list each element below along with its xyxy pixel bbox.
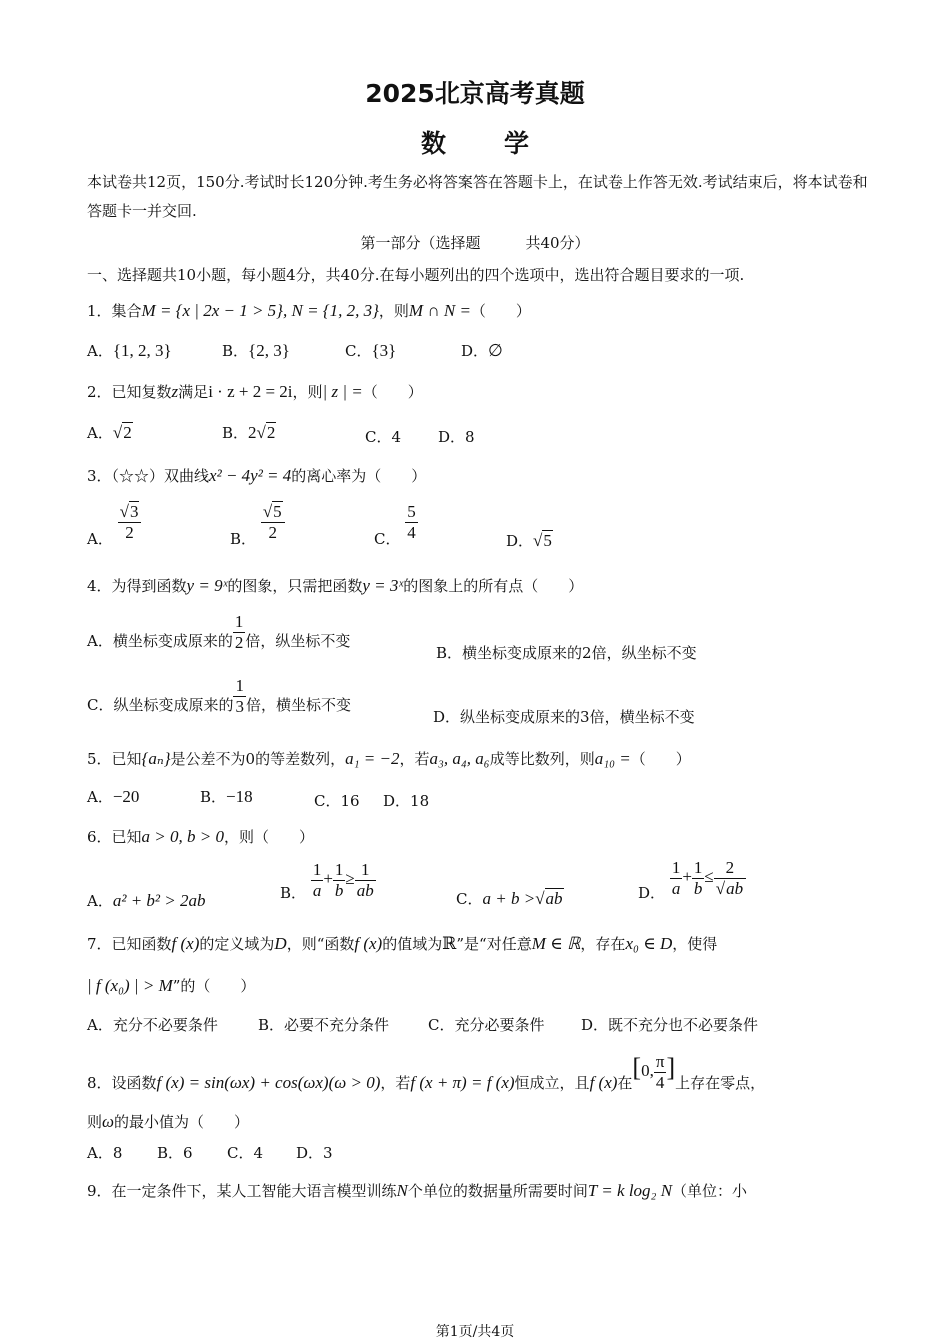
q2-option-a: A．√2 [87,423,132,442]
q1-expr: M ∩ N = [408,301,471,320]
q1-option-a: A．{1, 2, 3} [87,341,172,360]
q1-then: ，则 [378,302,409,320]
question-1 [87,300,531,321]
q7-option-a: A．充分不必要条件 [87,1016,218,1034]
q1-option-d: D．∅ [461,341,503,360]
q2-option-c: C．4 [365,428,402,446]
q1-paren: （ ） [470,302,531,320]
q1-label: 1．集合 [87,302,142,320]
q4-option-a: A．横坐标变成原来的 $\frac{1}{2}$ 倍，纵坐标不变 [87,612,351,652]
q7-option-d: D．既不充分也不必要条件 [581,1016,759,1034]
q6-option-c: C．a + b >√ab [456,889,563,908]
q5-option-a: A．−20 [87,787,140,806]
q4-option-c: C．纵坐标变成原来的 $\frac{1}{3}$ 倍，横坐标不变 [87,676,351,716]
q5-option-c: C．16 [314,792,360,810]
q3-option-a: A． $\frac{√3}{2}$ [87,502,141,549]
part-title: 第一部分（选择题 共40分） [360,234,590,252]
exam-title: 2025北京高考真题 [365,79,585,108]
q1-set-m: M = {x | 2x − 1 > 5}, N = {1, 2, 3} [141,301,379,320]
question-9: 9．在一定条件下，某人工智能大语言模型训练N个单位的数据量所需要时间T = k log₂ N（单位：小 [87,1181,748,1200]
q8-option-b: B．6 [157,1144,193,1162]
q5-option-d: D．18 [383,792,430,810]
subject-title: 数学 [420,129,587,158]
q3-option-c: C． $\frac{5}{4}$ [374,502,416,549]
q6-option-a: A．a² + b² > 2ab [87,891,206,910]
section-instruction: 一、选择题共10小题，每小题4分，共40分.在每小题列出的四个选项中，选出符合题目要求的一项. [87,266,745,284]
q5-option-b: B．−18 [200,787,253,806]
q1-option-c: C．{3} [345,341,397,360]
q4-option-d: D．纵坐标变成原来的3倍，横坐标不变 [433,708,695,726]
exam-intro: 本试卷共12页，150分.考试时长120分钟.考生务必将答案答在答题卡上，在试卷上作答无效.考试结束后，将本试卷和答题卡一并交回. [87,173,868,220]
q2-option-d: D．8 [438,428,475,446]
q6-option-d: D． $\frac{1}{a}$ + $\frac{1}{b}$ ≤ $\frac{2}{√ab}$ [638,858,746,903]
question-6: 6．已知a > 0, b > 0，则（ ） [87,827,315,846]
q8-option-c: C．4 [227,1144,264,1162]
q3-option-b: B． $\frac{√5}{2}$ [230,502,285,549]
q2-option-b: B．2√2 [222,423,276,442]
q8-option-a: A．8 [87,1144,123,1162]
q1-option-b: B．{2, 3} [222,341,290,360]
q6-option-b: B． $\frac{1}{a}$ + $\frac{1}{b}$ ≥ $\frac{1}{ab}$ [280,860,374,903]
q7-option-c: C．充分必要条件 [428,1016,545,1034]
q3-option-d: D．√5 [506,531,552,550]
q7-option-b: B．必要不充分条件 [258,1016,390,1034]
q4-option-b: B．横坐标变成原来的2倍，纵坐标不变 [436,644,697,662]
q7-line-2: | f (x₀) | > M”的（ ） [87,976,256,995]
question-2: 2．已知复数z满足i · z + 2 = 2i，则| z | =（ ） [87,382,423,401]
page-footer: 第1页/共4页 [435,1324,515,1340]
q8-option-d: D．3 [296,1144,333,1162]
question-8: 8．设函数f (x) = sin(ωx) + cos(ωx)(ω > 0)，若f (x + π) = f (x)恒成立，且f (x)在[0, $\frac{\pi}{4}$ ]上存在零点， [87,1052,766,1093]
question-7: 7．已知函数f (x)的定义域为D，则“函数f (x)的值域为ℝ”是“对任意M ∈ ℝ，存在x₀ ∈ D，使得 [87,934,718,953]
q8-line-2: 则ω的最小值为（ ） [87,1112,250,1131]
question-5: 5．已知{aₙ}是公差不为0的等差数列，a₁ = −2，若a₃, a₄, a₆成等比数列，则a₁₀ =（ ） [87,749,691,768]
question-4: 4．为得到函数y = 9ˣ的图象，只需把函数y = 3ˣ的图象上的所有点（ ） [87,576,584,595]
question-3: 3．（☆☆）双曲线x² − 4y² = 4的离心率为（ ） [87,466,427,485]
